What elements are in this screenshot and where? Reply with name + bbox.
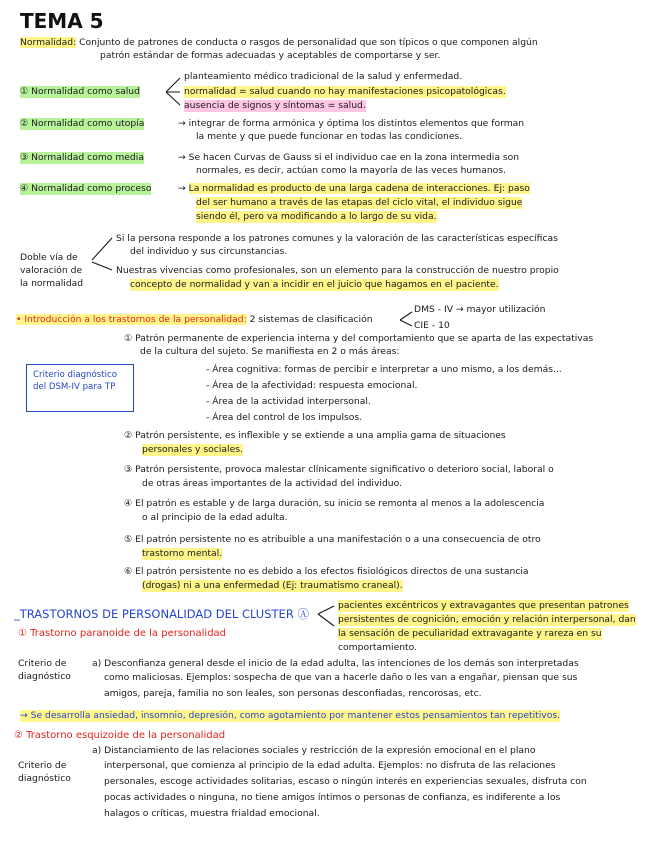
cluster-desc-1: pacientes excéntricos y extravagantes que presentan patrones <box>338 600 629 611</box>
area-impulsos: - Área del control de los impulsos. <box>206 412 363 423</box>
dsm-criteria-box <box>26 364 134 412</box>
dsm-c3-line-1: ③ Patrón persistente, provoca malestar clínicamente significativo o deterioro social, laboral o <box>124 464 554 475</box>
intro-line <box>16 314 373 326</box>
paranoide-line-1: a) Desconfianza general desde el inicio de la edad adulta, las intenciones de los demás son interpretadas <box>92 658 579 669</box>
esquizoide-line-4: pocas actividades o ninguna, no tiene amigos íntimos o personas de confianza, es indiferente a los <box>104 792 561 803</box>
doble-via-b-1: Nuestras vivencias como profesionales, son un elemento para la construcción de nuestro propio <box>116 265 559 276</box>
dsm-c5-line-2: trastorno mental. <box>142 548 223 559</box>
dsm-c6-line-2: (drogas) ni a una enfermedad (Ej: traumatismo craneal). <box>142 580 403 591</box>
esquizoide-line-1: a) Distanciamiento de las relaciones sociales y restricción de la expresión emocional en el plano <box>92 745 536 756</box>
doble-via-a-1: Si la persona responde a los patrones comunes y la valoración de las características específicas <box>116 233 558 244</box>
paranoide-line-2: como maliciosas. Ejemplos: sospecha de que van a hacerle daño o les van a engañar, piensan que sus <box>104 672 578 683</box>
dsm-c2-line-2: personales y sociales. <box>142 444 243 455</box>
paranoide-line-3: amigos, pareja, familia no son leales, son personas desconfiadas, rencorosas, etc. <box>104 688 482 699</box>
paranoide-note: → Se desarrolla ansiedad, insomnio, depresión, como agotamiento por mantener estos pensamientos tan repetitivos. <box>20 710 561 721</box>
media-line-1: → Se hacen Curvas de Gauss si el individuo cae en la zona intermedia son <box>178 152 520 163</box>
esquizoide-line-5: halagos o críticas, muestra frialdad emocional. <box>104 808 320 819</box>
dsm-c4-line-2: o al principio de la edad adulta. <box>142 512 288 523</box>
doble-via-label-2: valoración de <box>20 265 83 276</box>
intro-text: 2 sistemas de clasificación <box>249 314 373 325</box>
area-cognitiva: - Área cognitiva: formas de percibir e interpretar a uno mismo, a los demás... <box>206 364 562 375</box>
esquizoide-line-3: personales, escoge actividades solitarias, escaso o ningún interés en experiencias sexuales, disfruta con <box>104 776 587 787</box>
criterio-salud-label: ① Normalidad como salud <box>20 86 140 97</box>
utopia-line-2: la mente y que puede funcionar en todas las condiciones. <box>196 131 463 142</box>
paranoide-crit-label-2: diagnóstico <box>18 671 71 682</box>
normalidad-def-1: Conjunto de patrones de conducta o rasgos de personalidad que son típicos o que componen algún <box>79 37 538 48</box>
proceso-line-3: siendo él, pero va modificando a lo largo de su vida. <box>196 211 437 222</box>
dsm-c6-line-1: ⑥ El patrón persistente no es debido a los efectos fisiológicos directos de una sustancia <box>124 566 529 577</box>
cluster-a-heading: _TRASTORNOS DE PERSONALIDAD DEL CLUSTER Ⓐ <box>14 607 309 621</box>
esquizoide-heading: ② Trastorno esquizoide de la personalidad <box>14 730 226 741</box>
dsm-c1-line-1: ① Patrón permanente de experiencia interna y del comportamiento que se aparta de las expectativas <box>124 333 594 344</box>
doble-via-label-1: Doble vía de <box>20 252 78 263</box>
area-afectividad: - Área de la afectividad: respuesta emocional. <box>206 380 418 391</box>
normalidad-label: Normalidad: <box>20 37 77 48</box>
doble-via-label-3: la normalidad <box>20 278 84 289</box>
esquizoide-crit-label-1: Criterio de <box>18 760 67 771</box>
dsm-c1-line-2: de la cultura del sujeto. Se manifiesta en 2 o más áreas: <box>140 346 400 357</box>
dsm-criteria-box-line-2: del DSM-IV para TP <box>33 382 116 392</box>
cluster-desc-4: comportamiento. <box>338 642 418 653</box>
normalidad-def-2: patrón estándar de formas adecuadas y aceptables de comportarse y ser. <box>100 50 441 61</box>
dsm-c2-line-1: ② Patrón persistente, es inflexible y se extiende a una amplia gama de situaciones <box>124 430 506 441</box>
normalidad-definition <box>20 37 538 49</box>
paranoide-heading: ① Trastorno paranoide de la personalidad <box>18 628 227 639</box>
dsm-c3-line-2: de otras áreas importantes de la actividad del individuo. <box>142 478 402 489</box>
esquizoide-line-2: interpersonal, que comienza al principio de la edad adulta. Ejemplos: no disfruta de las relaciones <box>104 760 556 771</box>
cluster-desc-3: la sensación de peculiaridad extravagante y rareza en su <box>338 628 602 639</box>
proceso-line-2: del ser humano a través de las etapas del ciclo vital, el individuo sigue <box>196 197 523 208</box>
intro-dsm: DMS - IV → mayor utilización <box>414 304 546 315</box>
cluster-desc-2: persistentes de cognición, emoción y relación interpersonal, dan <box>338 614 636 625</box>
page-title: TEMA 5 <box>20 9 104 33</box>
dsm-c5-line-1: ⑤ El patrón persistente no es atribuible a una manifestación o a una consecuencia de otro <box>124 534 541 545</box>
criterio-proceso-label: ④ Normalidad como proceso <box>20 183 152 194</box>
criterio-utopia-label: ② Normalidad como utopía <box>20 118 145 129</box>
salud-item-1: planteamiento médico tradicional de la salud y enfermedad. <box>184 71 463 82</box>
esquizoide-crit-label-2: diagnóstico <box>18 773 71 784</box>
area-interpersonal: - Área de la actividad interpersonal. <box>206 396 371 407</box>
salud-item-3: ausencia de signos y síntomas = salud. <box>184 100 366 111</box>
criterio-media-label: ③ Normalidad como media <box>20 152 144 163</box>
utopia-line-1: → integrar de forma armónica y óptima los distintos elementos que forman <box>178 118 525 129</box>
intro-cie: CIE - 10 <box>414 320 450 331</box>
dsm-c4-line-1: ④ El patrón es estable y de larga duración, su inicio se remonta al menos a la adolescencia <box>124 498 545 509</box>
dsm-criteria-box-line-1: Criterio diagnóstico <box>33 370 117 380</box>
salud-item-2: normalidad = salud cuando no hay manifestaciones psicopatológicas. <box>184 86 506 97</box>
proceso-line-1: → La normalidad es producto de una larga cadena de interacciones. Ej: paso <box>178 183 530 194</box>
doble-via-a-2: del individuo y sus circunstancias. <box>130 246 288 257</box>
paranoide-crit-label-1: Criterio de <box>18 658 67 669</box>
media-line-2: normales, es decir, actúan como la mayoría de las veces humanos. <box>196 165 506 176</box>
doble-via-b-2: concepto de normalidad y van a incidir en el juicio que hagamos en el paciente. <box>130 279 499 290</box>
intro-label: • Introducción a los trastornos de la personalidad: <box>16 314 247 325</box>
